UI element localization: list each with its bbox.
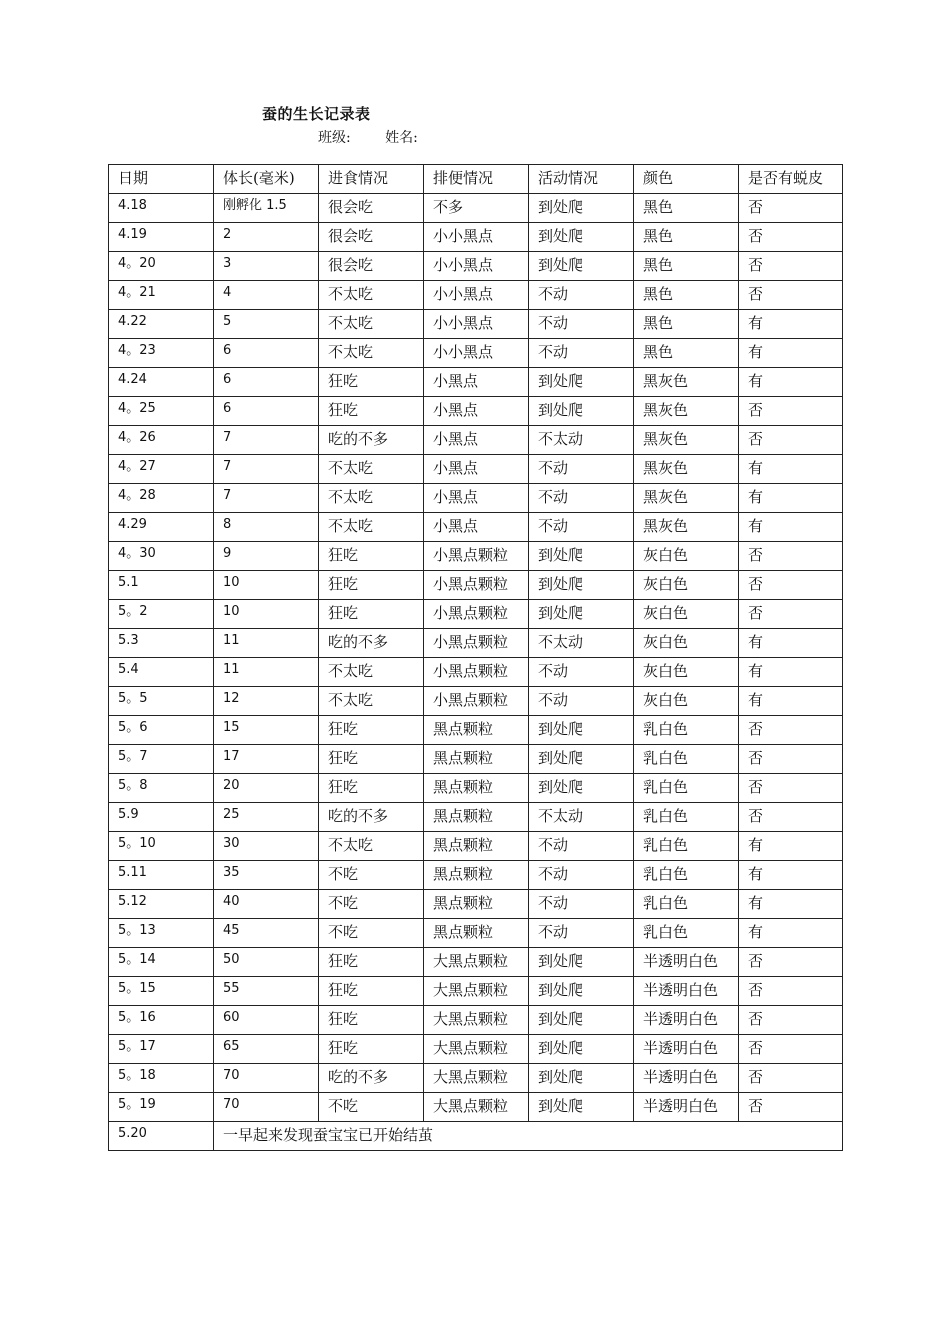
- excretion-cell: 小黑点: [424, 513, 529, 542]
- molting-cell: 有: [739, 629, 843, 658]
- activity-cell: 到处爬: [529, 1006, 634, 1035]
- color-cell: 半透明白色: [634, 948, 739, 977]
- excretion-cell: 小黑点: [424, 368, 529, 397]
- date-cell: 4.29: [109, 513, 214, 542]
- length-cell: 4: [214, 281, 319, 310]
- eating-cell: 不太吃: [319, 281, 424, 310]
- color-cell: 黑色: [634, 252, 739, 281]
- eating-cell: 不吃: [319, 1093, 424, 1122]
- color-cell: 黑色: [634, 194, 739, 223]
- length-cell: 70: [214, 1093, 319, 1122]
- molting-cell: 有: [739, 832, 843, 861]
- activity-cell: 到处爬: [529, 252, 634, 281]
- eating-cell: 很会吃: [319, 252, 424, 281]
- length-cell: 11: [214, 629, 319, 658]
- table-row: [109, 687, 843, 716]
- excretion-cell: 小黑点颗粒: [424, 658, 529, 687]
- header-excretion: 排便情况: [424, 165, 529, 194]
- color-cell: 半透明白色: [634, 1035, 739, 1064]
- color-cell: 乳白色: [634, 716, 739, 745]
- excretion-cell: 黑点颗粒: [424, 832, 529, 861]
- date-cell: 4。20: [109, 252, 214, 281]
- excretion-cell: 小黑点: [424, 455, 529, 484]
- excretion-cell: 小黑点: [424, 426, 529, 455]
- table-row: [109, 774, 843, 803]
- excretion-cell: 黑点颗粒: [424, 803, 529, 832]
- color-cell: 灰白色: [634, 600, 739, 629]
- eating-cell: 狂吃: [319, 571, 424, 600]
- activity-cell: 不动: [529, 658, 634, 687]
- color-cell: 半透明白色: [634, 1064, 739, 1093]
- date-cell: 4。26: [109, 426, 214, 455]
- length-cell: 10: [214, 600, 319, 629]
- molting-cell: 否: [739, 745, 843, 774]
- table-row: [109, 194, 843, 223]
- eating-cell: 不吃: [319, 861, 424, 890]
- activity-cell: 到处爬: [529, 194, 634, 223]
- length-cell: 15: [214, 716, 319, 745]
- eating-cell: 狂吃: [319, 1035, 424, 1064]
- date-cell: 5.20: [109, 1122, 214, 1151]
- date-cell: 5。8: [109, 774, 214, 803]
- eating-cell: 不太吃: [319, 832, 424, 861]
- color-cell: 半透明白色: [634, 1093, 739, 1122]
- table-row: [109, 339, 843, 368]
- activity-cell: 到处爬: [529, 1064, 634, 1093]
- color-cell: 黑色: [634, 310, 739, 339]
- length-cell: 65: [214, 1035, 319, 1064]
- molting-cell: 否: [739, 1064, 843, 1093]
- eating-cell: 狂吃: [319, 542, 424, 571]
- header-color: 颜色: [634, 165, 739, 194]
- molting-cell: 否: [739, 774, 843, 803]
- activity-cell: 不动: [529, 832, 634, 861]
- table-row: [109, 861, 843, 890]
- length-cell: 7: [214, 484, 319, 513]
- length-cell: 11: [214, 658, 319, 687]
- molting-cell: 有: [739, 513, 843, 542]
- molting-cell: 有: [739, 339, 843, 368]
- molting-cell: 否: [739, 600, 843, 629]
- table-row: [109, 513, 843, 542]
- date-cell: 5.1: [109, 571, 214, 600]
- table-row: [109, 368, 843, 397]
- table-body: [109, 165, 843, 1151]
- length-cell: 6: [214, 339, 319, 368]
- activity-cell: 不动: [529, 687, 634, 716]
- header-molting: 是否有蜕皮: [739, 165, 843, 194]
- activity-cell: 不太动: [529, 803, 634, 832]
- header-row: [109, 165, 843, 194]
- date-cell: 5.11: [109, 861, 214, 890]
- molting-cell: 有: [739, 455, 843, 484]
- activity-cell: 到处爬: [529, 1093, 634, 1122]
- date-cell: 4.24: [109, 368, 214, 397]
- eating-cell: 吃的不多: [319, 803, 424, 832]
- activity-cell: 不太动: [529, 426, 634, 455]
- eating-cell: 不太吃: [319, 339, 424, 368]
- color-cell: 灰白色: [634, 658, 739, 687]
- excretion-cell: 大黑点颗粒: [424, 1006, 529, 1035]
- table-row: [109, 1006, 843, 1035]
- excretion-cell: 小黑点颗粒: [424, 687, 529, 716]
- date-cell: 5。15: [109, 977, 214, 1006]
- activity-cell: 到处爬: [529, 223, 634, 252]
- activity-cell: 不动: [529, 281, 634, 310]
- length-cell: 10: [214, 571, 319, 600]
- table-row: [109, 716, 843, 745]
- activity-cell: 到处爬: [529, 948, 634, 977]
- table-row: [109, 310, 843, 339]
- length-cell: 刚孵化 1.5: [214, 194, 319, 223]
- color-cell: 乳白色: [634, 832, 739, 861]
- date-cell: 4。21: [109, 281, 214, 310]
- date-cell: 5。5: [109, 687, 214, 716]
- eating-cell: 很会吃: [319, 223, 424, 252]
- activity-cell: 到处爬: [529, 368, 634, 397]
- date-cell: 5。16: [109, 1006, 214, 1035]
- table-row: [109, 252, 843, 281]
- date-cell: 5。18: [109, 1064, 214, 1093]
- eating-cell: 不太吃: [319, 513, 424, 542]
- length-cell: 7: [214, 426, 319, 455]
- excretion-cell: 小黑点颗粒: [424, 571, 529, 600]
- excretion-cell: 小小黑点: [424, 339, 529, 368]
- molting-cell: 否: [739, 223, 843, 252]
- color-cell: 灰白色: [634, 542, 739, 571]
- molting-cell: 否: [739, 571, 843, 600]
- color-cell: 黑灰色: [634, 455, 739, 484]
- date-cell: 5。14: [109, 948, 214, 977]
- date-cell: 5.12: [109, 890, 214, 919]
- length-cell: 50: [214, 948, 319, 977]
- molting-cell: 有: [739, 861, 843, 890]
- color-cell: 灰白色: [634, 687, 739, 716]
- molting-cell: 有: [739, 310, 843, 339]
- date-cell: 5。17: [109, 1035, 214, 1064]
- excretion-cell: 大黑点颗粒: [424, 1064, 529, 1093]
- document-title: 蚕的生长记录表: [262, 105, 371, 123]
- color-cell: 黑灰色: [634, 397, 739, 426]
- excretion-cell: 大黑点颗粒: [424, 1093, 529, 1122]
- excretion-cell: 小黑点颗粒: [424, 600, 529, 629]
- eating-cell: 狂吃: [319, 600, 424, 629]
- length-cell: 40: [214, 890, 319, 919]
- header-activity: 活动情况: [529, 165, 634, 194]
- date-cell: 5。7: [109, 745, 214, 774]
- table-row: [109, 658, 843, 687]
- molting-cell: 否: [739, 716, 843, 745]
- final-note-cell: 一早起来发现蚕宝宝已开始结茧: [214, 1122, 843, 1151]
- final-row: [109, 1122, 843, 1151]
- molting-cell: 否: [739, 542, 843, 571]
- color-cell: 乳白色: [634, 861, 739, 890]
- molting-cell: 否: [739, 948, 843, 977]
- activity-cell: 不动: [529, 455, 634, 484]
- date-cell: 4。23: [109, 339, 214, 368]
- length-cell: 35: [214, 861, 319, 890]
- date-cell: 4。30: [109, 542, 214, 571]
- color-cell: 黑灰色: [634, 484, 739, 513]
- table-row: [109, 600, 843, 629]
- excretion-cell: 小黑点颗粒: [424, 542, 529, 571]
- length-cell: 3: [214, 252, 319, 281]
- table-row: [109, 977, 843, 1006]
- date-cell: 4.18: [109, 194, 214, 223]
- color-cell: 乳白色: [634, 774, 739, 803]
- table-row: [109, 542, 843, 571]
- molting-cell: 否: [739, 1006, 843, 1035]
- activity-cell: 到处爬: [529, 977, 634, 1006]
- table-row: [109, 426, 843, 455]
- molting-cell: 有: [739, 484, 843, 513]
- table-row: [109, 1035, 843, 1064]
- class-label: 班级:: [318, 130, 351, 146]
- eating-cell: 狂吃: [319, 716, 424, 745]
- excretion-cell: 小黑点: [424, 484, 529, 513]
- molting-cell: 有: [739, 890, 843, 919]
- color-cell: 半透明白色: [634, 1006, 739, 1035]
- molting-cell: 否: [739, 426, 843, 455]
- table-row: [109, 397, 843, 426]
- length-cell: 25: [214, 803, 319, 832]
- excretion-cell: 黑点颗粒: [424, 716, 529, 745]
- molting-cell: 有: [739, 919, 843, 948]
- table-row: [109, 455, 843, 484]
- excretion-cell: 小小黑点: [424, 252, 529, 281]
- color-cell: 黑色: [634, 281, 739, 310]
- length-cell: 30: [214, 832, 319, 861]
- date-cell: 5.3: [109, 629, 214, 658]
- length-cell: 17: [214, 745, 319, 774]
- table-row: [109, 1093, 843, 1122]
- eating-cell: 不吃: [319, 890, 424, 919]
- table-row: [109, 803, 843, 832]
- activity-cell: 不动: [529, 484, 634, 513]
- table-row: [109, 1064, 843, 1093]
- activity-cell: 到处爬: [529, 716, 634, 745]
- date-cell: 5。10: [109, 832, 214, 861]
- excretion-cell: 小小黑点: [424, 281, 529, 310]
- date-cell: 4.19: [109, 223, 214, 252]
- table-row: [109, 629, 843, 658]
- color-cell: 半透明白色: [634, 977, 739, 1006]
- eating-cell: 很会吃: [319, 194, 424, 223]
- excretion-cell: 小黑点: [424, 397, 529, 426]
- eating-cell: 不吃: [319, 919, 424, 948]
- table-row: [109, 919, 843, 948]
- color-cell: 黑色: [634, 339, 739, 368]
- length-cell: 7: [214, 455, 319, 484]
- table-row: [109, 832, 843, 861]
- table-row: [109, 223, 843, 252]
- length-cell: 5: [214, 310, 319, 339]
- excretion-cell: 黑点颗粒: [424, 861, 529, 890]
- date-cell: 5。2: [109, 600, 214, 629]
- table-row: [109, 745, 843, 774]
- excretion-cell: 小黑点颗粒: [424, 629, 529, 658]
- molting-cell: 否: [739, 977, 843, 1006]
- eating-cell: 狂吃: [319, 745, 424, 774]
- length-cell: 9: [214, 542, 319, 571]
- length-cell: 70: [214, 1064, 319, 1093]
- length-cell: 12: [214, 687, 319, 716]
- date-cell: 5.9: [109, 803, 214, 832]
- activity-cell: 到处爬: [529, 542, 634, 571]
- table-row: [109, 281, 843, 310]
- date-cell: 4。28: [109, 484, 214, 513]
- eating-cell: 吃的不多: [319, 1064, 424, 1093]
- color-cell: 乳白色: [634, 745, 739, 774]
- length-cell: 20: [214, 774, 319, 803]
- eating-cell: 不太吃: [319, 484, 424, 513]
- molting-cell: 否: [739, 194, 843, 223]
- color-cell: 黑灰色: [634, 368, 739, 397]
- molting-cell: 否: [739, 252, 843, 281]
- length-cell: 60: [214, 1006, 319, 1035]
- header-eating: 进食情况: [319, 165, 424, 194]
- excretion-cell: 黑点颗粒: [424, 890, 529, 919]
- eating-cell: 不太吃: [319, 455, 424, 484]
- molting-cell: 否: [739, 1093, 843, 1122]
- eating-cell: 狂吃: [319, 948, 424, 977]
- excretion-cell: 黑点颗粒: [424, 745, 529, 774]
- activity-cell: 不动: [529, 339, 634, 368]
- eating-cell: 不太吃: [319, 310, 424, 339]
- color-cell: 黑灰色: [634, 426, 739, 455]
- growth-record-table: [108, 164, 843, 1151]
- length-cell: 55: [214, 977, 319, 1006]
- excretion-cell: 大黑点颗粒: [424, 1035, 529, 1064]
- color-cell: 乳白色: [634, 919, 739, 948]
- date-cell: 4。25: [109, 397, 214, 426]
- eating-cell: 狂吃: [319, 774, 424, 803]
- eating-cell: 不太吃: [319, 658, 424, 687]
- activity-cell: 到处爬: [529, 600, 634, 629]
- class-name-line: [318, 127, 418, 147]
- molting-cell: 否: [739, 803, 843, 832]
- date-cell: 5。13: [109, 919, 214, 948]
- activity-cell: 不动: [529, 890, 634, 919]
- activity-cell: 不动: [529, 310, 634, 339]
- activity-cell: 不太动: [529, 629, 634, 658]
- activity-cell: 不动: [529, 513, 634, 542]
- length-cell: 8: [214, 513, 319, 542]
- eating-cell: 狂吃: [319, 977, 424, 1006]
- activity-cell: 到处爬: [529, 745, 634, 774]
- length-cell: 6: [214, 368, 319, 397]
- eating-cell: 狂吃: [319, 1006, 424, 1035]
- date-cell: 5.4: [109, 658, 214, 687]
- excretion-cell: 大黑点颗粒: [424, 977, 529, 1006]
- molting-cell: 有: [739, 658, 843, 687]
- eating-cell: 吃的不多: [319, 629, 424, 658]
- color-cell: 乳白色: [634, 890, 739, 919]
- excretion-cell: 黑点颗粒: [424, 919, 529, 948]
- excretion-cell: 大黑点颗粒: [424, 948, 529, 977]
- color-cell: 黑色: [634, 223, 739, 252]
- eating-cell: 狂吃: [319, 368, 424, 397]
- molting-cell: 有: [739, 368, 843, 397]
- table-row: [109, 890, 843, 919]
- color-cell: 灰白色: [634, 571, 739, 600]
- table-row: [109, 484, 843, 513]
- molting-cell: 有: [739, 687, 843, 716]
- molting-cell: 否: [739, 397, 843, 426]
- length-cell: 45: [214, 919, 319, 948]
- eating-cell: 狂吃: [319, 397, 424, 426]
- activity-cell: 到处爬: [529, 397, 634, 426]
- table-row: [109, 948, 843, 977]
- color-cell: 灰白色: [634, 629, 739, 658]
- header-length: 体长(毫米): [214, 165, 319, 194]
- date-cell: 5。6: [109, 716, 214, 745]
- excretion-cell: 小小黑点: [424, 223, 529, 252]
- date-cell: 4.22: [109, 310, 214, 339]
- length-cell: 6: [214, 397, 319, 426]
- color-cell: 黑灰色: [634, 513, 739, 542]
- date-cell: 5。19: [109, 1093, 214, 1122]
- color-cell: 乳白色: [634, 803, 739, 832]
- name-label: 姓名:: [385, 130, 418, 146]
- eating-cell: 不太吃: [319, 687, 424, 716]
- activity-cell: 到处爬: [529, 1035, 634, 1064]
- activity-cell: 不动: [529, 861, 634, 890]
- excretion-cell: 黑点颗粒: [424, 774, 529, 803]
- header-date: 日期: [109, 165, 214, 194]
- table-row: [109, 571, 843, 600]
- molting-cell: 否: [739, 281, 843, 310]
- date-cell: 4。27: [109, 455, 214, 484]
- length-cell: 2: [214, 223, 319, 252]
- excretion-cell: 不多: [424, 194, 529, 223]
- eating-cell: 吃的不多: [319, 426, 424, 455]
- activity-cell: 到处爬: [529, 571, 634, 600]
- excretion-cell: 小小黑点: [424, 310, 529, 339]
- activity-cell: 不动: [529, 919, 634, 948]
- molting-cell: 否: [739, 1035, 843, 1064]
- activity-cell: 到处爬: [529, 774, 634, 803]
